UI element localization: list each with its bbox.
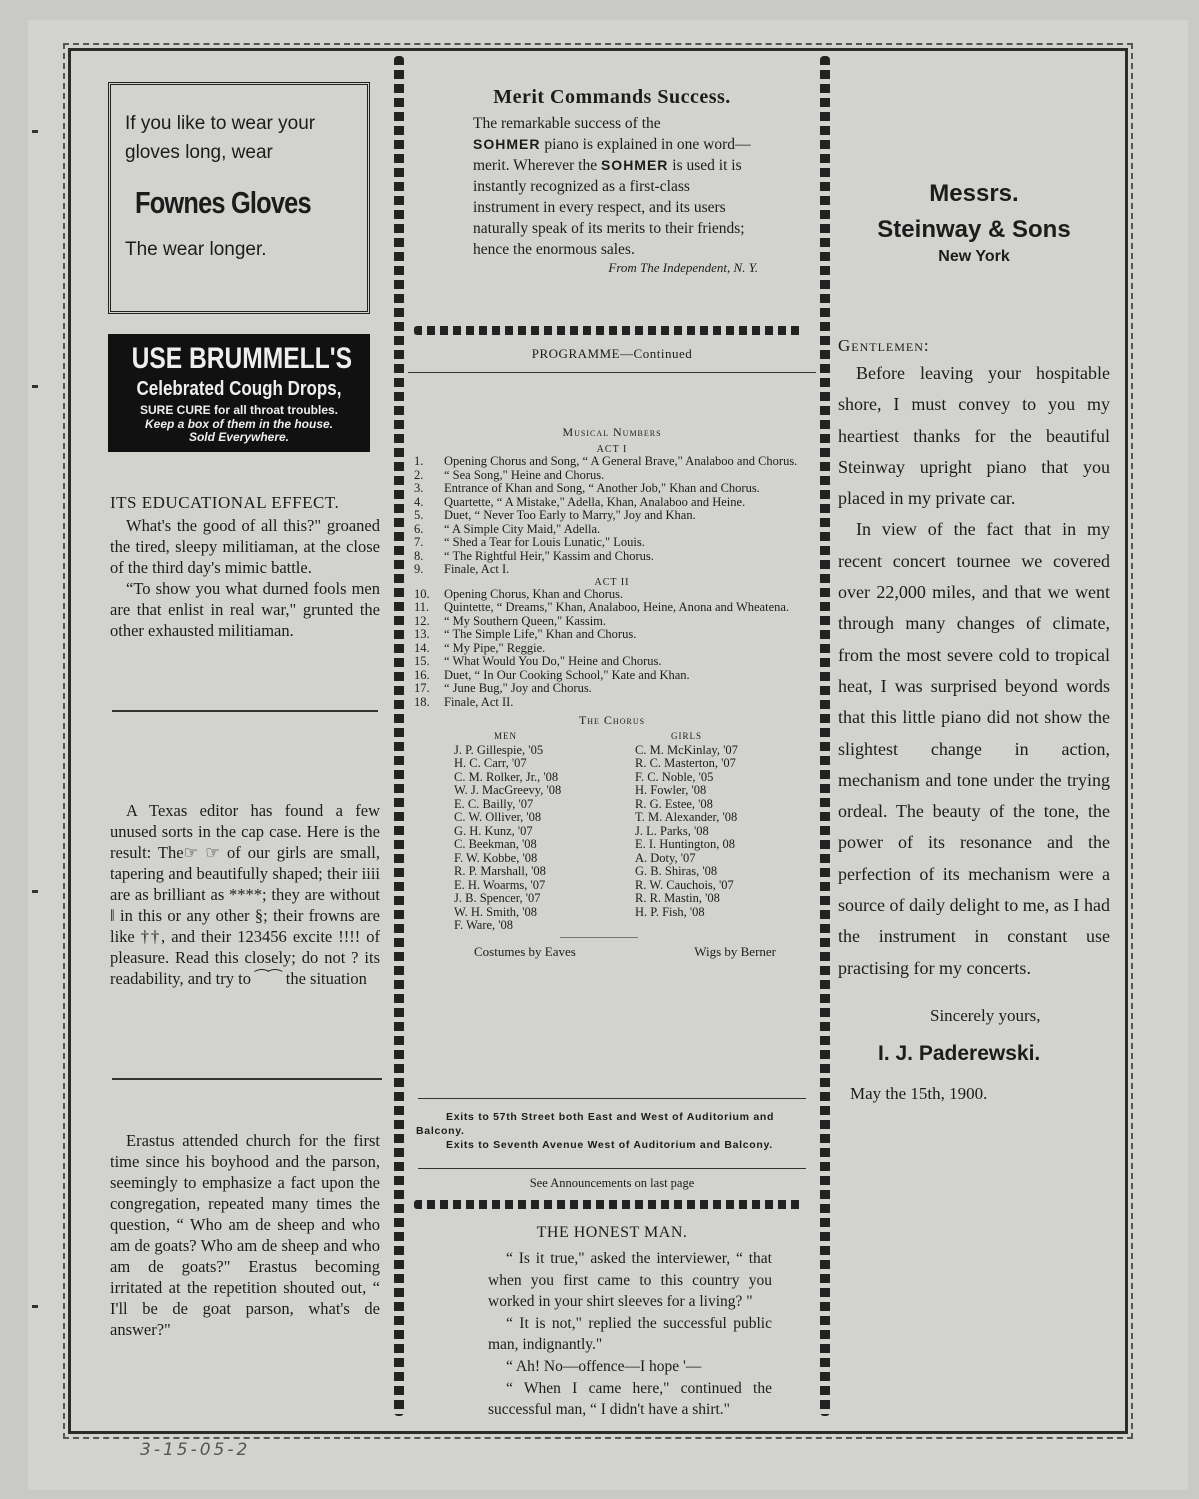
chorus-member: C. M. Rolker, Jr., '08 — [454, 769, 559, 784]
sohmer-brand: SOHMER — [600, 157, 669, 173]
musical-number — [408, 642, 816, 656]
chorus-member: E. C. Bailly, '07 — [454, 796, 534, 811]
announce-rule — [418, 1168, 806, 1169]
musical-number-title: “ The Rightful Heir," Kassim and Chorus. — [444, 548, 654, 563]
fownes-tagline: The wear longer. — [125, 239, 267, 260]
musical-number-index: 9. — [414, 562, 424, 576]
musical-number — [408, 588, 816, 602]
chorus-member: F. W. Kobbe, '08 — [454, 850, 538, 865]
educational-effect-article — [110, 492, 380, 641]
educational-heading: ITS EDUCATIONAL EFFECT. — [110, 493, 340, 512]
exits-line-2: Exits to Seventh Avenue West of Auditorium and Balcony. — [446, 1139, 773, 1151]
chorus-member: R. P. Marshall, '08 — [454, 864, 546, 878]
chorus-member: W. J. MacGreevy, '08 — [454, 783, 562, 797]
chorus-member: C. Beekman, '08 — [454, 837, 537, 851]
musical-number-title: “ A Simple City Maid," Adella. — [444, 521, 601, 536]
honest-paragraph-3: “ Ah! No—offence—I hope '— — [506, 1357, 702, 1375]
chorus-member: R. R. Mastin, '08 — [635, 891, 720, 905]
act-1-label: ACT I — [596, 444, 628, 455]
steinway-testimonial — [838, 180, 1110, 1104]
chorus-member: C. M. McKinlay, '07 — [635, 742, 738, 757]
handwritten-note: 3-15-05-2 — [140, 1440, 251, 1460]
letter-body — [838, 358, 1110, 984]
musical-number-index: 6. — [414, 521, 424, 536]
musical-number — [408, 563, 816, 577]
exits-rule — [418, 1098, 806, 1099]
men-label: MEN — [494, 731, 517, 741]
section-rule — [112, 1078, 382, 1080]
sohmer-brand: SOHMER — [473, 136, 541, 152]
texas-editor-article — [110, 800, 380, 989]
chorus-member: G. H. Kunz, '07 — [454, 823, 533, 838]
honest-paragraph-1: “ Is it true," asked the interviewer, “ that when you first came to this country you worked in your shirt sleeves for a living? " — [488, 1250, 772, 1311]
erastus-paragraph: Erastus attended church for the first time since his boyhood and the parson, seemingly to emphasize a fact upon the congregation, repeated many times the question, “ Who am de sheep and who am de goats? Who am de sheep and who am de goats?" Erastus becoming irritated at the repetition shouted out, “ I'll be de goat parson, what's de answer?" — [110, 1131, 380, 1339]
chorus-men — [454, 730, 635, 933]
brummell-line-4: Keep a box of them in the house. — [144, 417, 334, 431]
brummell-line-3: SURE CURE for all throat troubles. — [139, 403, 339, 417]
costumes-credit: Costumes by Eaves — [474, 943, 576, 959]
musical-number — [408, 655, 816, 669]
chorus-rule — [560, 937, 638, 938]
chorus-member: J. B. Spencer, '07 — [454, 891, 541, 905]
chorus-member: F. C. Noble, '05 — [635, 769, 714, 784]
musical-number — [408, 523, 816, 537]
musical-number — [408, 669, 816, 683]
chorus-member: R. G. Estee, '08 — [635, 796, 713, 811]
erastus-article — [110, 1130, 380, 1340]
honest-paragraph-4: “ When I came here," continued the successful man, “ I didn't have a shirt." — [488, 1379, 772, 1419]
chorus-member: W. H. Smith, '08 — [454, 904, 538, 919]
honest-body — [488, 1248, 772, 1421]
programme — [408, 346, 816, 960]
musical-number-index: 12. — [414, 613, 430, 628]
chorus-member: H. P. Fish, '08 — [635, 904, 705, 919]
musical-number-title: Opening Chorus, Khan and Chorus. — [444, 586, 624, 601]
letter-closing: Sincerely yours, — [930, 1005, 1041, 1025]
announcements-note: See Announcements on last page — [529, 1176, 695, 1190]
chorus-member: A. Doty, '07 — [635, 850, 696, 865]
musical-number-index: 7. — [414, 535, 424, 549]
chorus-member: G. B. Shiras, '08 — [635, 864, 718, 878]
musical-number-title: “ Sea Song," Heine and Chorus. — [444, 467, 605, 482]
musical-number-index: 15. — [414, 654, 430, 668]
musical-number-index: 18. — [414, 694, 430, 709]
letter-date: May the 15th, 1900. — [850, 1083, 988, 1103]
musical-number-index: 14. — [414, 640, 430, 655]
musical-number-index: 5. — [414, 508, 424, 522]
exits-notice — [416, 1110, 812, 1152]
musical-number-title: Entrance of Khan and Song, “ Another Job," Khan and Chorus. — [444, 481, 760, 495]
wavy-divider — [414, 326, 802, 335]
musical-number-title: Opening Chorus and Song, “ A General Brave," Analaboo and Chorus. — [444, 454, 798, 468]
musical-number — [408, 615, 816, 629]
texas-paragraph: A Texas editor has found a few unused sorts in the cap case. Here is the result: The☞ ☞ of our girls are small, tapering and beautifully shaped; their iiii are as brilliant as ****; they are without ‖ in this or any other §; their frowns are like ††, and their 123456 excite !!!! of pleasure. Read this closely; do not ? its readability, and try to ⁀⁀ the situation — [110, 801, 380, 988]
chorus-heading: The Chorus — [578, 713, 646, 727]
chorus-member: J. L. Parks, '08 — [635, 823, 709, 838]
chorus-member: T. M. Alexander, '08 — [635, 810, 738, 824]
musical-number — [408, 509, 816, 523]
credits — [408, 944, 816, 960]
musical-number-title: Duet, “ Never Too Early to Marry," Joy and Khan. — [444, 508, 696, 522]
merit-source: From The Independent, N. Y. — [608, 260, 758, 275]
musical-number-index: 4. — [414, 494, 424, 509]
letter-paragraph-2: In view of the fact that in my recent concert tournee we covered over 22,000 miles, and that we went through many changes of climate, from the most severe cold to tropical heat, I was surprised beyond words that this little piano did not show the slightest change in action, mechanism and tone under the trying ordeal. The beauty of the tone, the power of its resonance and the perfection of its mechanism were a source of daily delight to me, as I had the instrument in constant use practising for my concerts. — [838, 519, 1110, 978]
educational-paragraph-1: What's the good of all this?" groaned the tired, sleepy militiaman, at the close of the third day's mimic battle. — [110, 516, 380, 577]
girls-label: GIRLS — [671, 731, 703, 741]
musical-number — [408, 496, 816, 510]
musical-number — [408, 469, 816, 483]
musical-number-index: 16. — [414, 667, 430, 682]
musical-number-index: 17. — [414, 681, 430, 695]
honest-title: THE HONEST MAN. — [536, 1224, 688, 1241]
chorus-member: F. Ware, '08 — [454, 918, 514, 932]
exits-line-1: Exits to 57th Street both East and West of Auditorium and Balcony. — [416, 1111, 775, 1137]
act-1-list — [408, 455, 816, 577]
honest-man-article — [408, 1224, 816, 1421]
column-divider-left — [394, 56, 404, 1416]
merit-body — [473, 113, 753, 260]
binding-mark — [32, 890, 38, 893]
letter-signature: I. J. Paderewski. — [878, 1041, 1041, 1065]
column-divider-right — [820, 56, 830, 1416]
musical-number-index: 10. — [414, 586, 430, 601]
musical-number — [408, 550, 816, 564]
wigs-credit: Wigs by Berner — [694, 943, 776, 959]
letter-paragraph-1: Before leaving your hospitable shore, I must convey to you my heartiest thanks for the beautiful Steinway upright piano that you placed in my private car. — [838, 363, 1110, 509]
brummell-line-1: USE BRUMMELL'S — [131, 342, 353, 375]
musical-number-index: 8. — [414, 548, 424, 563]
merit-text-2: piano is explained in one word—merit. Wherever the — [473, 136, 751, 174]
musical-number — [408, 455, 816, 469]
musical-number-index: 13. — [414, 627, 430, 641]
steinway-name: Steinway & Sons — [877, 216, 1071, 243]
chorus-member: J. P. Gillespie, '05 — [454, 742, 544, 757]
chorus-members — [408, 730, 816, 933]
wavy-divider — [414, 1200, 802, 1209]
musical-number-title: Finale, Act I. — [444, 562, 510, 576]
act-2-list — [408, 588, 816, 710]
musical-number — [408, 696, 816, 710]
chorus-member: E. I. Huntington, 08 — [635, 837, 735, 851]
merit-text-3: is used it is instantly recognized as a first-class instrument in every respect, and its users naturally speak of its merits to their friends; hence the enormous sales. — [473, 157, 745, 258]
fownes-brand: Fownes Gloves — [135, 185, 311, 220]
brummell-line-5: Sold Everywhere. — [188, 430, 290, 444]
musical-number — [408, 628, 816, 642]
section-rule — [112, 710, 378, 712]
merit-title: Merit Commands Success. — [493, 86, 731, 108]
binding-mark — [32, 385, 38, 388]
brummell-line-2: Celebrated Cough Drops, — [136, 378, 342, 400]
musical-number — [408, 482, 816, 496]
musical-number — [408, 682, 816, 696]
musical-number-index: 11. — [414, 600, 430, 614]
binding-mark — [32, 1305, 38, 1308]
fownes-line-1: If you like to wear your — [125, 113, 316, 134]
musical-number-index: 3. — [414, 481, 424, 495]
musical-number-title: Quartette, “ A Mistake," Adella, Khan, Analaboo and Heine. — [444, 494, 746, 509]
chorus-member: H. C. Carr, '07 — [454, 756, 527, 770]
musical-number-title: “ The Simple Life," Khan and Chorus. — [444, 627, 637, 641]
musical-number-title: “ What Would You Do," Heine and Chorus. — [444, 654, 662, 668]
steinway-city: New York — [938, 248, 1010, 265]
chorus-girls — [635, 730, 816, 933]
programme-rule — [408, 372, 816, 373]
musical-number-index: 2. — [414, 467, 424, 482]
messrs: Messrs. — [929, 180, 1019, 207]
programme-heading: PROGRAMME—Continued — [531, 346, 693, 361]
musical-number-title: “ June Bug," Joy and Chorus. — [444, 681, 592, 695]
act-2-label: ACT II — [594, 576, 630, 588]
fownes-gloves-ad — [108, 82, 370, 314]
honest-paragraph-2: “ It is not," replied the successful public man, indignantly." — [488, 1314, 772, 1354]
chorus-member: R. W. Cauchois, '07 — [635, 877, 734, 892]
musical-numbers-heading: Musical Numbers — [562, 425, 662, 439]
musical-number-title: Duet, “ In Our Cooking School," Kate and Khan. — [444, 667, 690, 682]
musical-number-title: Finale, Act II. — [444, 694, 514, 709]
chorus-member: C. W. Olliver, '08 — [454, 810, 542, 824]
educational-paragraph-2: “To show you what durned fools men are that enlist in real war," grunted the other exhausted militiaman. — [110, 579, 380, 640]
brummell-ad — [108, 334, 370, 452]
merit-text-1: The remarkable success of the — [473, 115, 661, 132]
musical-number-title: “ Shed a Tear for Louis Lunatic," Louis. — [444, 535, 645, 549]
musical-number-title: “ My Southern Queen," Kassim. — [444, 613, 607, 628]
musical-number — [408, 601, 816, 615]
binding-mark — [32, 130, 38, 133]
sohmer-ad — [408, 86, 816, 276]
letter-salutation: Gentlemen: — [838, 336, 930, 355]
musical-number — [408, 536, 816, 550]
chorus-member: H. Fowler, '08 — [635, 783, 707, 797]
musical-number-title: Quintette, “ Dreams," Khan, Analaboo, Heine, Anona and Wheatena. — [444, 600, 790, 614]
fownes-line-2: gloves long, wear — [125, 142, 273, 163]
musical-number-title: “ My Pipe," Reggie. — [444, 640, 546, 655]
musical-number-index: 1. — [414, 454, 424, 468]
chorus-member: E. H. Woarms, '07 — [454, 877, 546, 892]
chorus-member: R. C. Masterton, '07 — [635, 756, 736, 770]
